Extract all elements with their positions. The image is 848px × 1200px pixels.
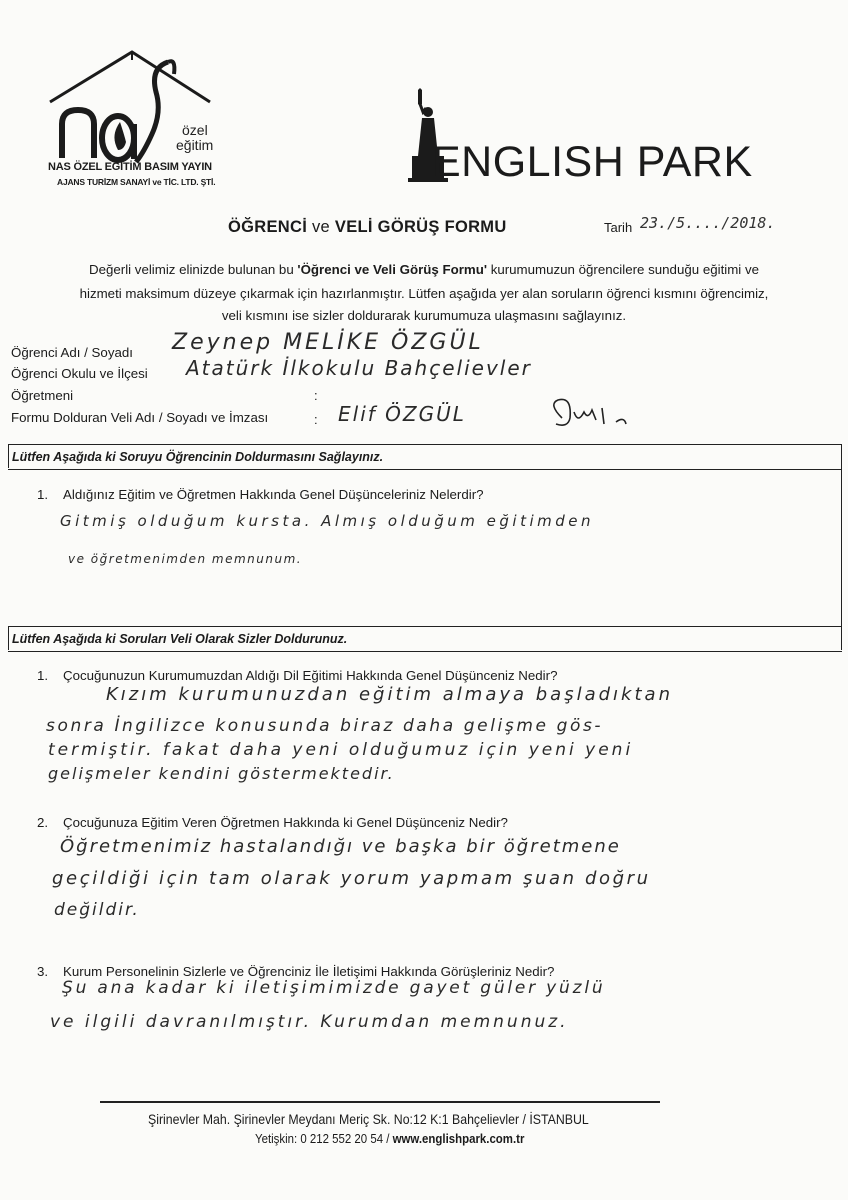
- nas-egitim-text: eğitim: [176, 137, 214, 153]
- school-field[interactable]: Atatürk İlkokulu Bahçelievler: [186, 356, 532, 380]
- parent-signature: [544, 398, 644, 438]
- student-name-field[interactable]: Zeynep MELİKE ÖZGÜL: [172, 330, 484, 355]
- question-number: 1.: [37, 668, 49, 683]
- nas-logo-graphic: [40, 38, 250, 168]
- parent-question-1: [37, 668, 557, 683]
- parent-answer-1-line-4[interactable]: gelişmeler kendini göstermektedir.: [48, 764, 395, 783]
- intro-text-c: kurumumuzun öğrencilere sunduğu eğitimi ve: [487, 262, 759, 277]
- parent-colon: :: [314, 412, 318, 427]
- student-name-label: Öğrenci Adı / Soyadı: [11, 345, 133, 360]
- parent-answer-3-line-2[interactable]: ve ilgili davranılmıştır. Kurumdan memnunuz.: [50, 1012, 569, 1032]
- footer-contact: [255, 1131, 524, 1146]
- nas-ozel-text: özel: [182, 122, 208, 138]
- parent-label: Formu Dolduran Veli Adı / Soyadı ve İmzası: [11, 410, 269, 425]
- parent-question-2: [37, 815, 508, 830]
- form-title: [228, 218, 507, 237]
- question-text: Çocuğunuzun Kurumumuzdan Aldığı Dil Eğitimi Hakkında Genel Düşünceniz Nedir?: [63, 668, 558, 683]
- english-park-logo: [400, 90, 760, 190]
- student-answer-line-1[interactable]: Gitmiş olduğum kursta. Almış olduğum eğitimden: [60, 512, 595, 530]
- intro-line-3: veli kısmını ise sizler doldurarak kurumumuza ulaşmasını sağlayınız.: [221, 308, 627, 323]
- nas-ozel-egitim-logo: [40, 38, 250, 198]
- intro-form-name: 'Öğrenci ve Veli Görüş Formu': [297, 262, 487, 277]
- english-park-wordmark: ENGLISH PARK: [432, 138, 753, 186]
- student-answer-line-2[interactable]: ve öğretmenimden memnunum.: [68, 552, 303, 566]
- parent-answer-2-line-1[interactable]: Öğretmenimiz hastalandığı ve başka bir öğretmene: [60, 836, 621, 857]
- parent-answer-1-line-2[interactable]: sonra İngilizce konusunda biraz daha gelişme gös-: [46, 716, 604, 736]
- parent-header-right-border: [841, 626, 842, 650]
- footer-website-link[interactable]: www.englishpark.com.tr: [392, 1131, 525, 1146]
- parent-section-instruction: Lütfen Aşağıda ki Soruları Veli Olarak Sizler Doldurunuz.: [12, 632, 348, 646]
- parent-answer-2-line-3[interactable]: değildir.: [54, 900, 140, 920]
- question-number: 2.: [37, 815, 49, 830]
- student-section-right-border: [841, 444, 842, 626]
- title-part2: VELİ GÖRÜŞ FORMU: [334, 218, 507, 236]
- school-label: Öğrenci Okulu ve İlçesi: [11, 366, 148, 381]
- title-ve: ve: [312, 218, 331, 236]
- parent-name-field[interactable]: Elif ÖZGÜL: [338, 402, 466, 426]
- question-number: 3.: [37, 964, 49, 979]
- parent-answer-1-line-3[interactable]: termiştir. fakat daha yeni olduğumuz için yeni yeni: [48, 740, 634, 760]
- parent-answer-3-line-1[interactable]: Şu ana kadar ki iletişimimizde gayet güler yüzlü: [62, 978, 606, 998]
- intro-line-1: [0, 262, 848, 277]
- intro-line-2: hizmeti maksimum düzeye çıkarmak için hazırlanmıştır. Lütfen aşağıda yer alan soruların öğrenci kısmını öğrencimiz,: [79, 286, 769, 301]
- parent-answer-1-line-1[interactable]: Kızım kurumunuzdan eğitim almaya başladıktan: [106, 684, 673, 705]
- question-text: Aldığınız Eğitim ve Öğretmen Hakkında Genel Düşünceleriniz Nelerdir?: [63, 487, 484, 502]
- teacher-label: Öğretmeni: [11, 388, 74, 403]
- intro-text-a: Değerli velimiz elinizde bulunan bu: [88, 262, 298, 277]
- nas-company-subtitle: AJANS TURİZM SANAYİ ve TİC. LTD. ŞTİ.: [57, 177, 216, 187]
- parent-question-3: [37, 964, 554, 979]
- title-part1: ÖĞRENCİ: [228, 218, 308, 236]
- date-value[interactable]: 23./5..../2018.: [640, 214, 776, 232]
- student-header-left-border: [8, 444, 9, 468]
- student-section-instruction: Lütfen Aşağıda ki Soruyu Öğrencinin Doldurmasını Sağlayınız.: [12, 450, 384, 464]
- question-text: Kurum Personelinin Sizlerle ve Öğrenciniz İle İletişimi Hakkında Görüşleriniz Nedir?: [63, 964, 555, 979]
- student-question-1: [37, 487, 484, 502]
- date-label: Tarih: [604, 220, 633, 235]
- question-number: 1.: [37, 487, 49, 502]
- question-text: Çocuğunuza Eğitim Veren Öğretmen Hakkında ki Genel Düşünceniz Nedir?: [63, 815, 508, 830]
- footer-divider: [100, 1101, 660, 1103]
- footer-phone: Yetişkin: 0 212 552 20 54 /: [255, 1131, 393, 1146]
- teacher-colon: :: [314, 388, 318, 403]
- parent-header-left-border: [8, 626, 9, 650]
- nas-company-name: NAS ÖZEL EĞİTİM BASIM YAYIN: [48, 161, 212, 173]
- parent-answer-2-line-2[interactable]: geçildiği için tam olarak yorum yapmam şuan doğru: [52, 868, 651, 889]
- footer-address: Şirinevler Mah. Şirinevler Meydanı Meriç Sk. No:12 K:1 Bahçelievler / İSTANBUL: [148, 1111, 589, 1127]
